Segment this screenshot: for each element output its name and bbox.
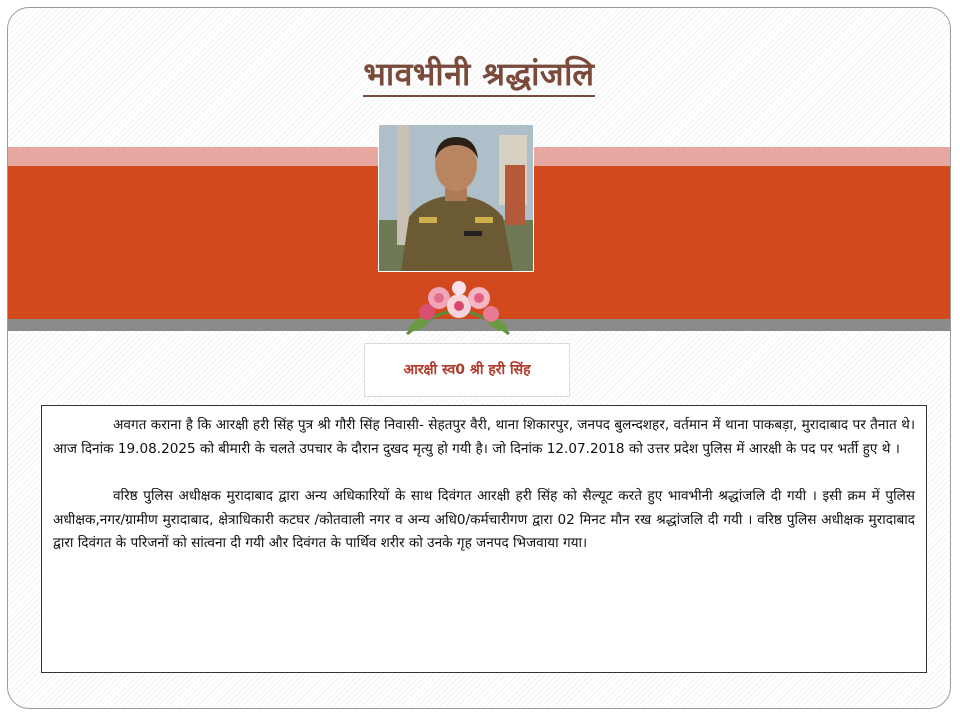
flower-bouquet-icon: [399, 276, 517, 342]
page-title: भावभीनी श्रद्धांजलि: [8, 52, 950, 95]
name-label: आरक्षी स्व0 श्री हरी सिंह: [364, 343, 570, 397]
paragraph-1: अवगत कराना है कि आरक्षी हरी सिंह पुत्र श्री गौरी सिंह निवासी- सेहतपुर वैरी, थाना शिकारपुर, जनपद बुलन्दशहर, वर्तमान में थाना पाकबड़ा, मुरादाबाद पर तैनात थे। आज दिनांक 19.08.2025 को बीमारी के चलते उपचार के दौरान दुखद मृत्यु हो गयी है। जो दिनांक 12.07.2018 को उत्तर प्रदेश पुलिस में आरक्षी के पद पर भर्ती हुए थे ।: [53, 417, 915, 457]
slide-frame: [7, 7, 951, 709]
tribute-text-box: [41, 405, 927, 673]
police-officer-portrait-icon: [378, 124, 534, 272]
paragraph-2: वरिष्ठ पुलिस अधीक्षक मुरादाबाद द्वारा अन्य अधिकारियों के साथ दिवंगत आरक्षी हरी सिंह को सैल्यूट करते हुए भावभीनी श्रद्धांजलि दी गयी । इसी क्रम में पुलिस अधीक्षक,नगर/ग्रामीण मुरादाबाद, क्षेत्राधिकारी कटघर /कोतवाली नगर व अन्य अधि0/कर्मचारीगण द्वारा 02 मिनट मौन रख श्रद्धांजलि दी गयी । वरिष्ठ पुलिस अधीक्षक मुरादाबाद द्वारा दिवंगत के परिजनों को सांत्वना दी गयी और दिवंगत के पार्थिव शरीर को उनके गृह जनपद भिजवाया गया।: [53, 488, 915, 551]
